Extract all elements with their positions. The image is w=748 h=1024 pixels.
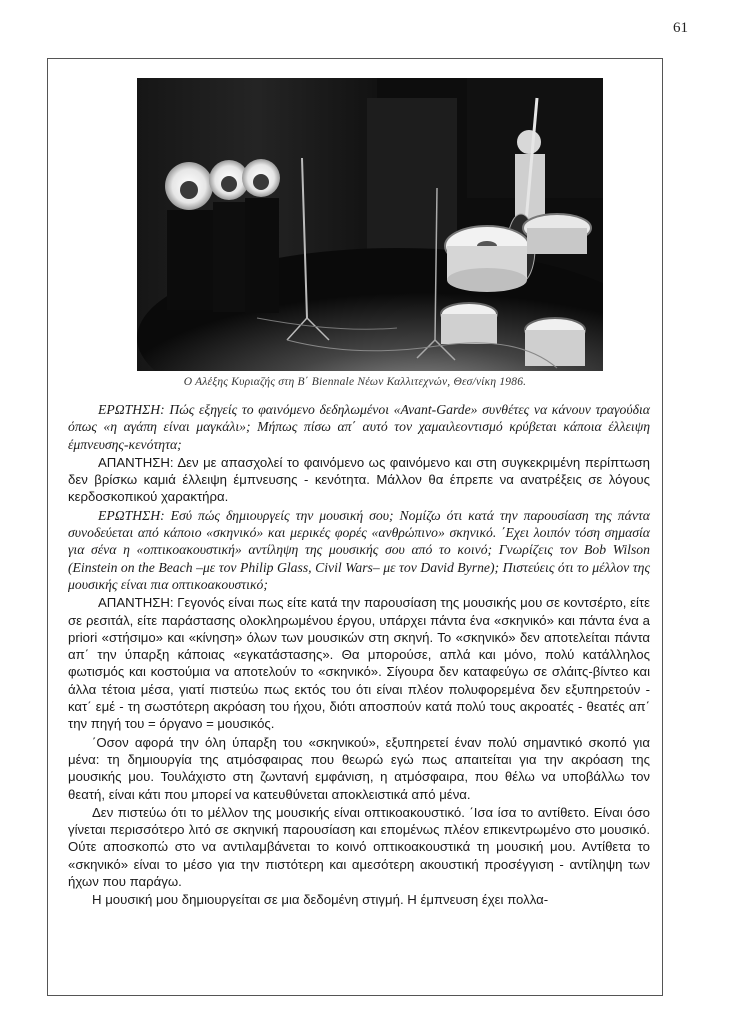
answer-paragraph [68,891,650,908]
question-label: ΕΡΩΤΗΣΗ: [98,507,165,523]
answer-text: ΄Οσον αφορά την όλη ύπαρξη του «σκηνικού», εξυπηρετεί έναν πολύ σημαντικό σκοπό για μένα: τη δημιουργία της ατμόσφαιρας που θεωρώ εγώ πως απαιτείται για την ακρόαση της μουσικής μου. Τουλάχιστο στη ζωντανή εμφάνιση, η ατμόσφαιρα, που θέλω να υποβάλλω τον θεατή, είναι κάτι που μπορεί να κατευθύνεται αποκλειστικά από μένα. [68,734,650,802]
answer-paragraph [68,734,650,803]
interview-text [68,401,650,910]
question-text: Πώς εξηγείς το φαινόμενο δεδηλωμένοι «Avant-Garde» συνθέτες να κάνουν τραγούδια όπως «η αγάπη είναι μαγκάλι»; Μήπως πίσω απ΄ αυτό τον χαμαιλεοντισμό κρύβεται κάποια έλλειψη έμπνευσης-κενότητα; [68,402,650,452]
question-paragraph [68,401,650,453]
answer-label: ΑΠΑΝΤΗΣΗ: [98,595,174,611]
concert-photo [137,78,603,371]
answer-text: Δεν πιστεύω ότι το μέλλον της μουσικής είναι οπτικοακουστικό. ΄Ισα ίσα το αντίθετο. Είναι όσο γίνεται περισσότερο λιτό σε σκηνική παρουσίαση και επομένως πλέον επικεντρωμένο στο μουσικό. Ούτε αποσκοπώ στο να αντιλαμβάνεται το κοινό οπτικοακουστικά τη μουσική μου. Αντίθετα το «σκηνικό» είναι το μέσο για την πιστότερη και αμεσότερη ακουστική προσέγγιση - αντίληψη των ήχων που παράγω. [68,804,650,890]
question-label: ΕΡΩΤΗΣΗ: [98,402,165,417]
answer-text: Η μουσική μου δημιουργείται σε μια δεδομένη στιγμή. Η έμπνευση έχει πολλα- [92,892,549,908]
photo-caption: Ο Αλέξης Κυριαζής στη Β΄ Biennale Νέων Καλλιτεχνών, Θεσ/νίκη 1986. [183,376,527,388]
answer-text: Γεγονός είναι πως είτε κατά την παρουσίαση της μουσικής μου σε κοντσέρτο, είτε σε ρεσιτάλ, είτε παράστασης ολοκληρωμένου έργου, υπάρχει πάντα ένα «σκηνικό» και πάντα ένα a priori «στήσιμο» και «κίνηση» όλων των μουσικών στη σκηνή. Το «σκηνικό» δεν αποτελείται πάντα απ΄ την ύπαρξη κάποιας «εγκατάστασης». Θα μπορούσε, απλά και μόνο, πολύ κατάλληλος φωτισμός και κοστούμια να αποτελούν το «σκηνικό». Σίγουρα δεν καταφεύγω σε σλάιτς-βίντεο και άλλα τέτοια μέσα, γιατί πιστεύω πως εκτός του ότι είναι πλέον πολυφορεμένα δεν εξυπηρετούν - κατ΄ εμέ - τη σωστότερη ακρόαση του ήχου, διότι αποσπούν κατά πολύ τους ακροατές - θεατές απ΄ την πηγή του = όργανο = μουσικός. [68,595,650,732]
question-text: Εσύ πώς δημιουργείς την μουσική σου; Νομίζω ότι κατά την παρουσίαση της πάντα συνοδεύεται από κάποιο «σκηνικό» και μερικές φορές «ανθρώπινο» σκηνικό. ΄Εχει λοιπόν τόση σημασία για σένα η «οπτικοακουστική» αντίληψη της μουσικής σου από το κοινό; Γνωρίζεις τον Bob Wilson (Einstein on the Beach –με τον Philip Glass, Civil Wars– με τον David Byrne); Πιστεύεις ότι το μέλλον της μουσικής είναι πια οπτικοακουστικό; [68,507,650,592]
question-paragraph [68,507,650,593]
page-number: 61 [673,20,688,36]
answer-paragraph [68,804,650,890]
answer-text: Δεν με απασχολεί το φαινόμενο ως φαινόμενο και στη συγκεκριμένη περίπτωση δεν βρίσκω καμιά έλλειψη έμπνευσης - κενότητα. Μάλλον θα έπρεπε να ανατρέξεις σε λόγους κερδοσκοπικού χαρακτήρα. [68,454,650,505]
answer-label: ΑΠΑΝΤΗΣΗ: [98,454,174,470]
answer-paragraph [68,454,650,506]
answer-paragraph [68,594,650,732]
